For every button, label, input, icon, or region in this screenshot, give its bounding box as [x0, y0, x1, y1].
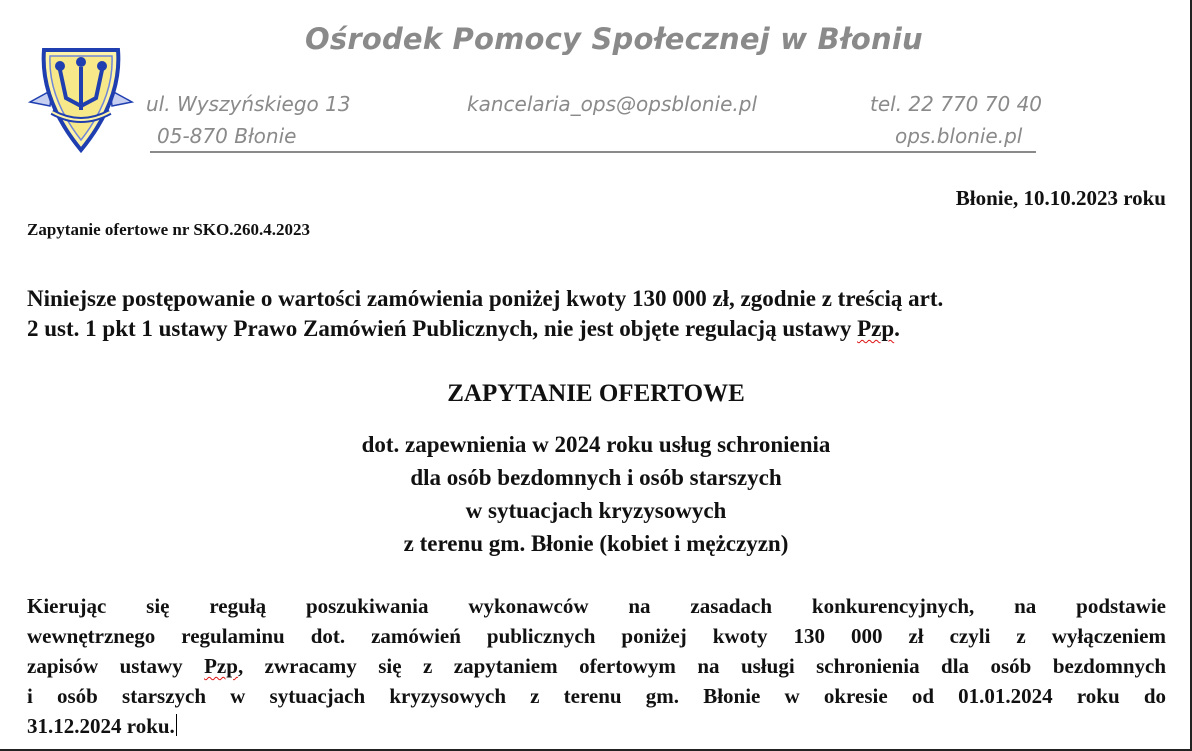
body-line-3-rest: , zwracamy się z zapytaniem ofertowym na usługi schronienia dla osób bezdomnych [237, 654, 1166, 678]
contact-email: kancelaria_ops@opsblonie.pl [467, 92, 757, 116]
website: ops.blonie.pl [895, 124, 1023, 148]
subject-line: z terenu gm. Błonie (kobiet i mężczyzn) [403, 531, 789, 556]
reference-number: Zapytanie ofertowe nr SKO.260.4.2023 [27, 220, 311, 239]
intro-line-2-end: . [894, 316, 900, 341]
subject-line: w sytuacjach kryzysowych [465, 498, 727, 523]
intro-paragraph [27, 284, 1167, 344]
text-cursor [176, 714, 177, 736]
intro-line-1: Niniejsze postępowanie o wartości zamówienia poniżej kwoty 130 000 zł, zgodnie z treścią art. [27, 286, 944, 311]
organization-name: Ośrodek Pomocy Społecznej w Błoniu [305, 22, 923, 56]
letterhead-divider [150, 151, 1036, 153]
body-paragraph [27, 591, 1166, 741]
subject-block [0, 428, 1192, 560]
contact-phone: tel. 22 770 70 40 [870, 92, 1043, 116]
subject-line: dot. zapewnienia w 2024 roku usług schronienia [361, 432, 831, 457]
spellcheck-flagged-word[interactable]: Pzp [857, 316, 895, 341]
body-line-5-text: 31.12.2024 roku. [27, 714, 175, 738]
intro-line-2-text: 2 ust. 1 pkt 1 ustawy Prawo Zamówień Publicznych, nie jest objęte regulacją ustawy [27, 316, 858, 341]
body-line-3-start: zapisów ustawy [27, 654, 205, 678]
ops-logo [22, 40, 140, 156]
body-line-2: wewnętrznego regulaminu dot. zamówień publicznych poniżej kwoty 130 000 zł czyli z wyłączeniem [27, 624, 1166, 648]
intro-line-2 [27, 314, 1167, 344]
document-date: Błonie, 10.10.2023 roku [955, 186, 1166, 210]
document-title: ZAPYTANIE OFERTOWE [447, 380, 745, 407]
body-line-4: i osób starszych w sytuacjach kryzysowych z terenu gm. Błonie w okresie od 01.01.2024 roku do [27, 684, 1166, 708]
body-line-5 [27, 711, 1166, 741]
address-street: ul. Wyszyńskiego 13 [146, 92, 351, 116]
body-line-3 [27, 651, 1166, 681]
address-postal: 05-870 Błonie [157, 124, 297, 148]
subject-line: dla osób bezdomnych i osób starszych [410, 465, 782, 490]
body-line-1: Kierując się regułą poszukiwania wykonawców na zasadach konkurencyjnych, na podstawie [27, 594, 1166, 618]
spellcheck-flagged-word[interactable]: Pzp [204, 654, 238, 678]
